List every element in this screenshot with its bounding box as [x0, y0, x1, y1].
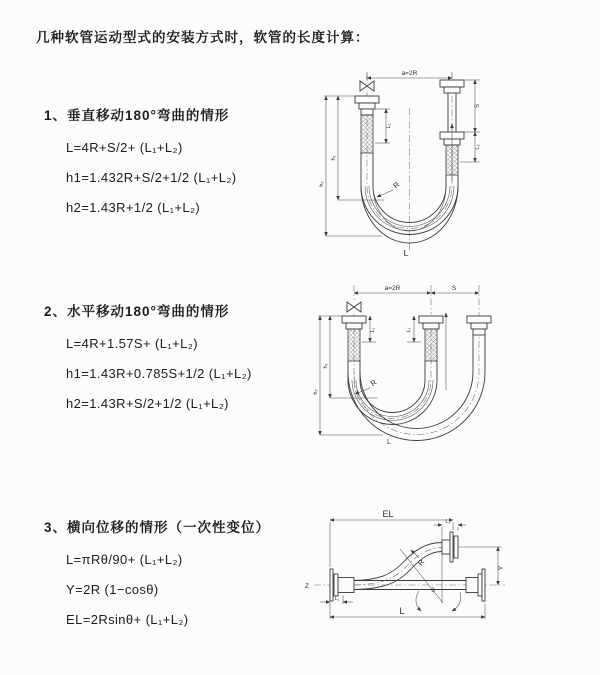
datum-mark: Z	[305, 583, 309, 590]
section-lateral-displacement	[44, 516, 270, 635]
centerlines	[367, 74, 452, 252]
formula-line: h2=1.43R+S/2+1/2 (L₁+L₂)	[66, 396, 229, 411]
valve-icon	[347, 302, 361, 312]
section-vertical-movement	[44, 104, 237, 223]
centerlines	[354, 285, 479, 435]
dimension-lines	[320, 509, 505, 619]
formula-line: L=πRθ/90+ (L₁+L₂)	[66, 552, 183, 567]
dim-h2-label: h₂	[319, 181, 325, 187]
section-horizontal-movement	[44, 300, 252, 419]
page-title: 几种软管运动型式的安装方式时，软管的长度计算：	[36, 30, 370, 45]
formula-line: h1=1.432R+S/2+1/2 (L₁+L₂)	[66, 170, 237, 185]
dim-a2r-label: a=2R	[384, 285, 401, 292]
diagram-lateral-displacement	[300, 498, 590, 666]
section-2-formulas	[66, 329, 252, 419]
u-bend-horizontal-drawing	[308, 280, 596, 458]
dim-y-label: Y	[498, 565, 505, 571]
radius-label: R	[391, 179, 402, 191]
u-bend-vertical-drawing	[312, 66, 527, 262]
dim-l1-label: L₁	[370, 327, 376, 333]
length-label: L	[387, 439, 391, 446]
radius-label: R	[368, 377, 379, 389]
hose-curves	[348, 335, 485, 441]
length-label: L	[403, 248, 409, 258]
dim-a2r-label: a=2R	[401, 70, 418, 77]
section-1-formulas	[66, 133, 237, 223]
formula-line: h1=1.43R+0.785S+1/2 (L₁+L₂)	[66, 366, 252, 381]
length-label: L	[399, 606, 405, 616]
formula-line: Y=2R (1−cosθ)	[66, 582, 159, 597]
diagram-vertical-u-bend	[312, 66, 527, 262]
valve-icon	[360, 81, 374, 91]
dim-l2-label: L₂	[475, 144, 481, 150]
formula-line: L=4R+S/2+ (L₁+L₂)	[66, 140, 183, 155]
dim-el-label: EL	[382, 509, 394, 519]
section-1-heading: 1、垂直移动180°弯曲的情形	[44, 108, 230, 123]
dim-s-label: S	[451, 285, 457, 292]
formula-line: h2=1.43R+1/2 (L₁+L₂)	[66, 200, 201, 215]
left-flange	[330, 569, 354, 601]
radius-label: R	[415, 557, 427, 568]
right-fitting	[440, 80, 464, 181]
middle-fitting	[419, 313, 446, 390]
lateral-displacement-drawing	[300, 498, 590, 666]
dim-h1-label: h₁	[331, 155, 337, 161]
dim-l2-label: L₂	[406, 327, 412, 333]
dim-l1-label: L₁	[334, 596, 340, 602]
dim-l2-label: L₂	[445, 519, 451, 525]
dim-l1-label: L₁	[386, 123, 392, 129]
section-3-heading: 3、横向位移的情形（一次性变位）	[44, 520, 271, 535]
formula-line: EL=2Rsinθ+ (L₁+L₂)	[66, 612, 189, 627]
dim-h2-label: h₂	[313, 389, 319, 395]
section-2-heading: 2、水平移动180°弯曲的情形	[44, 304, 230, 319]
formula-line: L=4R+1.57S+ (L₁+L₂)	[66, 336, 198, 351]
dim-s-label: S	[475, 103, 481, 109]
right-fitting	[467, 316, 491, 335]
dimension-lines	[313, 285, 479, 446]
left-fitting	[342, 316, 366, 361]
left-fitting	[355, 96, 379, 153]
angle-theta-label: θ	[431, 587, 435, 594]
dim-h1-label: h₁	[323, 363, 329, 369]
section-3-formulas	[66, 545, 270, 635]
diagram-horizontal-u-bend	[308, 280, 596, 458]
